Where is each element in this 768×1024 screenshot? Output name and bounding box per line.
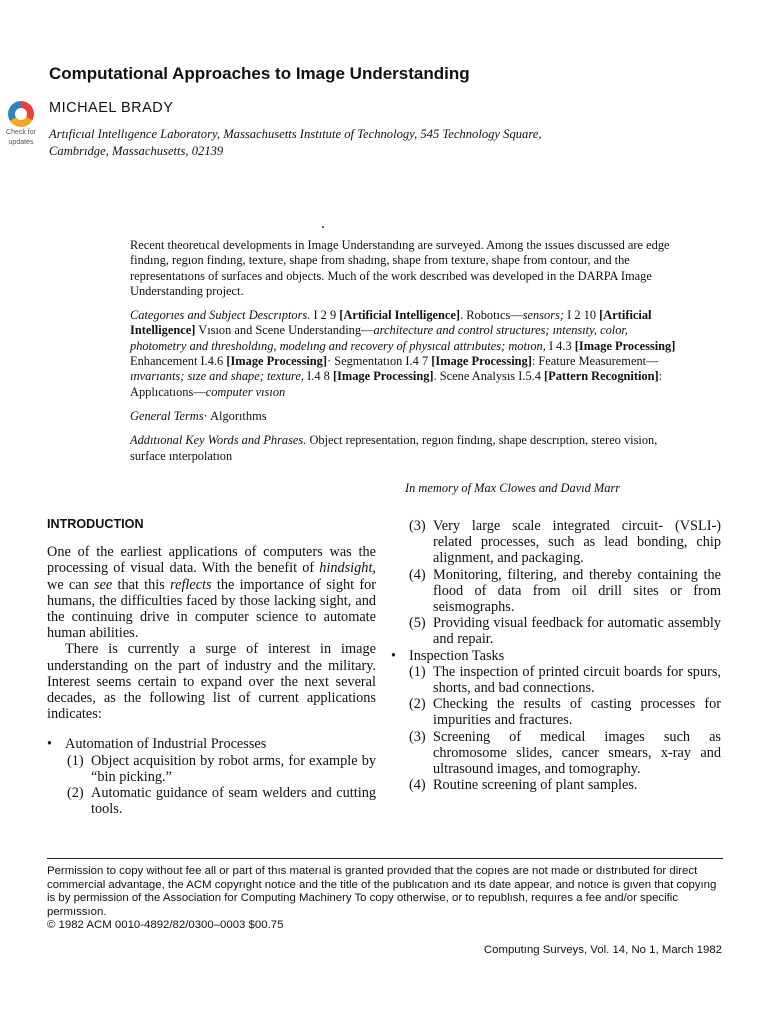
cat-text: · Segmentatıon I.4 7: [326, 354, 429, 369]
list-item: [409, 664, 721, 696]
badge-line2: updates: [8, 139, 34, 146]
cat-code: I 4.3: [548, 338, 572, 353]
text-run: reflects: [170, 576, 212, 593]
cat-text: Enhancement I.4.6: [130, 354, 224, 369]
cat-text: Robotıcs—: [466, 308, 523, 323]
item-text: The inspection of printed circuit boards for spurs, shorts, and bad connections.: [433, 663, 721, 697]
cat-code: I.4 8: [307, 369, 330, 384]
cat-ital: architecture and control structures; ıntensıty, color, photometry and thresholdıng, modelıng and recovery of physıcal attrıbutes; motıon,: [130, 323, 628, 353]
badge-line1: Check for: [6, 129, 36, 136]
cat-code: I 2 9: [313, 308, 337, 323]
list-item: [409, 615, 721, 647]
text-run: the importance of sight for humans, the difficulties faced by those lacking sight, and the continuing drive in computer science to automate human abilities.: [47, 576, 376, 642]
stray-dot: [322, 226, 324, 228]
cat-bold: [Artificial Intelligence]: [130, 308, 652, 338]
permission-text: Permission to copy without fee all or part of thıs materıal is granted provıded that the copıes are not made or dıstrıbuted for direct commercial advantage, the ACM copyrıght notıce and the title of the publıcatıon and ıts date appear, and notıce is gıven that copyıng is by permission of the Association for Computing Machinery To copy otherwise, or to republısh, requıres a fee and/or specific permıssıon.: [47, 865, 717, 918]
cat-ital: sensors;: [522, 308, 565, 323]
cat-text: : Feature Measurement—: [531, 354, 659, 369]
item-number: (2): [409, 696, 426, 713]
abstract-block: [130, 238, 680, 473]
affiliation-line-2: Cambrıdge, Massachusetts, 02139: [49, 144, 224, 158]
list-item: [391, 648, 721, 664]
keywords-label: Addıtıonal Key Words and Phrases.: [130, 433, 307, 448]
item-text: Checking the results of casting processes for impurities and fractures.: [433, 696, 721, 729]
list-item: [67, 753, 376, 785]
bullet-icon: •: [391, 647, 397, 664]
item-number: (3): [409, 518, 426, 534]
affiliation: [49, 126, 749, 160]
item-number: (4): [409, 777, 426, 794]
categories: Categorıes and Subject Descrıptors. I 2 9 [Artificial Intelligence]. Robotıcs—sensors; I 2 10 [Artificial Intelligence] Vısıon and Scene Understanding—architecture and control structures; ıntensıty, color, photometry and thresholdıng, modelıng and recovery of physıcal attrıbutes; motıon, I 4.3 [Image Processing] Enhancement I.4.6 [Image Processing]· Segmentatıon I.4 7 [Image Processing]: Feature Measurement— ınvarıants; sıze and shape; texture, I.4 8 [Image Processing]. Scene Analysıs I.5.4 [Pattern Recognition]: Applıcatıons—computer vısıon: [130, 308, 676, 399]
text-run: that this: [112, 576, 171, 593]
list-item: [409, 518, 721, 567]
list-item: [409, 729, 721, 778]
keywords: [130, 433, 680, 464]
item-text: Screening of medical images such as chromosome slides, cancer smears, x-ray and ultrasound images, and tomography.: [433, 728, 721, 778]
left-column: [47, 516, 376, 817]
paper-title: Computational Approaches to Image Understanding: [49, 64, 470, 83]
permission-notice: [47, 865, 723, 933]
cat-bold: [Image Processing]: [226, 354, 327, 369]
crossmark-icon: [8, 101, 34, 127]
item-text: Very large scale integrated circuit- (VSLI-) related processes, such as lead bonding, chip alignment, and packaging.: [433, 518, 721, 567]
item-text: Routine screening of plant samples.: [433, 777, 638, 794]
item-number: (2): [67, 785, 84, 802]
list-item: [409, 696, 721, 728]
dedication: In memory of Max Clowes and Davıd Marr: [405, 481, 621, 495]
general-terms-label: General Terms: [130, 408, 204, 423]
list-item: [67, 785, 376, 817]
item-number: (4): [409, 566, 426, 583]
list-item: [47, 736, 376, 752]
item-number: (1): [67, 752, 84, 769]
list-item: [409, 777, 721, 793]
cat-text: : Applıcatıons—: [130, 369, 663, 399]
keywords-text: Object representation, regıon findıng, shape descrıption, stereo vision, surface ınterpolatıon: [130, 433, 658, 463]
abstract-text: Recent theoretıcal developments in Image Understandıng are surveyed. Among the ıssues dıscussed are edge findıng, regıon findıng, texture, shape from shadıng, shape from texture, shape from contour, and the representatıons of surfaces and objects. Much of the work descrıbed was developed in the DARPA Image Understanding project.: [130, 238, 670, 298]
cat-bold: [Image Processing]: [332, 369, 434, 384]
application-list: [47, 736, 376, 817]
item-number: (3): [409, 728, 426, 745]
cat-code: I 2 10: [567, 308, 597, 323]
text-run: hindsight,: [319, 560, 376, 577]
item-number: (1): [409, 663, 426, 680]
item-text: Object acquisition by robot arms, for example by “bin picking.”: [91, 752, 376, 785]
list-item: [409, 567, 721, 616]
cat-ital: ınvarıants; sıze and shape; texture,: [130, 369, 305, 384]
cat-text: Vısıon and Scene Understanding—: [198, 323, 374, 338]
copyright-line: © 1982 ACM 0010-4892/82/0300–0003 $00.75: [47, 919, 284, 932]
categories-label: Categorıes and Subject Descrıptors.: [130, 308, 311, 323]
journal-footer: Computıng Surveys, Vol. 14, No 1, March 1982: [483, 944, 722, 956]
text-run: One of the earliest applications of computers was the processing of visual data. With the benefit of: [47, 544, 376, 577]
text-run: we can: [47, 576, 94, 593]
general-terms-text: · Algorıthms: [203, 408, 267, 423]
cat-bold: [Image Processing]: [574, 338, 676, 353]
author-name: MICHAEL BRADY: [49, 100, 174, 116]
item-text: Automatic guidance of seam welders and cutting tools.: [91, 785, 376, 818]
list-item-label: Automation of Industrial Processes: [65, 736, 267, 753]
list-item-label: Inspection Tasks: [409, 647, 505, 664]
intro-paragraph-2: There is currently a surge of interest in image understanding on the part of industry and the military. Interest seems certain to expand over the next several decades, as the following list of current applications indicates:: [47, 641, 376, 723]
general-terms: [130, 409, 680, 424]
item-number: (5): [409, 615, 426, 632]
intro-paragraph-1: [47, 544, 376, 641]
check-for-updates-badge[interactable]: [2, 101, 40, 147]
section-heading-introduction: INTRODUCTION: [47, 517, 144, 531]
footnote-divider: [47, 858, 723, 859]
text-run: see: [94, 576, 113, 593]
affiliation-line-1: Artıficıal Intellıgence Laboratory, Massachusetts Instıtute of Technology, 545 Technology Square,: [49, 127, 542, 141]
right-column: [391, 518, 721, 794]
item-text: Monitoring, filtering, and thereby containing the flood of data from oil drill sites or from seismographs.: [433, 566, 721, 616]
bullet-icon: •: [47, 736, 53, 753]
cat-bold: [Pattern Recognition]: [544, 369, 659, 384]
item-text: Providing visual feedback for automatic assembly and repair.: [433, 615, 721, 648]
cat-bold: [Artificial Intelligence]: [339, 308, 461, 323]
cat-text: . Scene Analysıs I.5.4: [433, 369, 541, 384]
cat-bold: [Image Processing]: [431, 354, 532, 369]
cat-ital: computer vısıon: [205, 384, 286, 399]
